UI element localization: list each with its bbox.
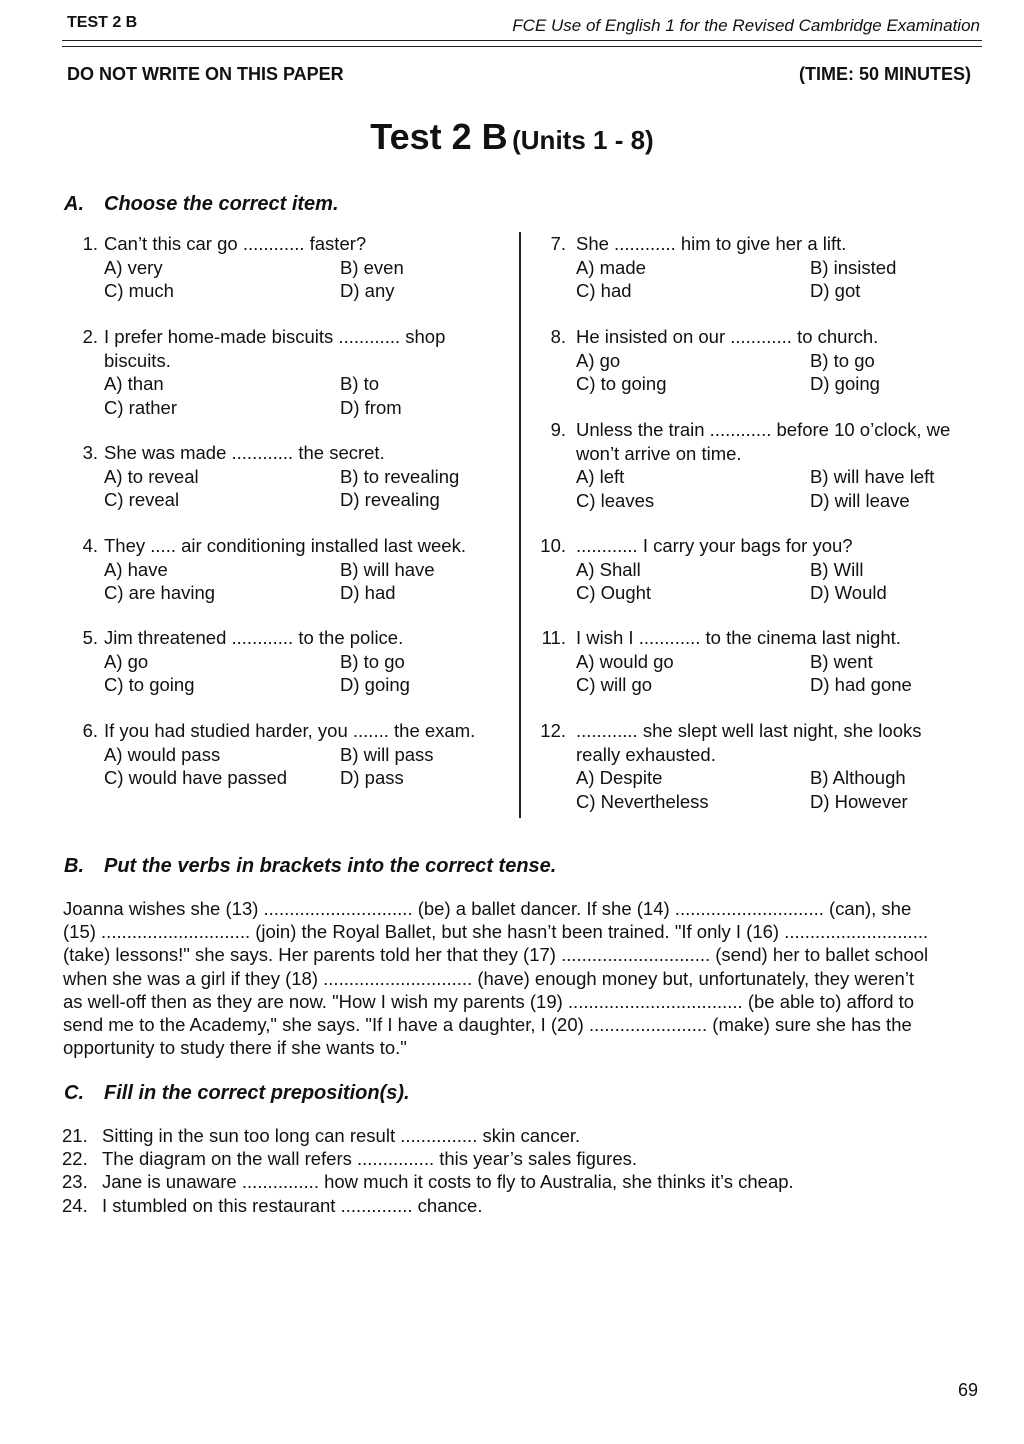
question-stem-continued: biscuits.: [104, 349, 171, 371]
paragraph-line: (take) lessons!" she says. Her parents told her that they (17) ............................. (send) her to ballet school: [63, 944, 929, 966]
option-a: A) would go: [576, 650, 674, 672]
question-number: 2.: [82, 326, 98, 347]
section-a-letter: A.: [64, 193, 84, 215]
option-b: B) will have: [340, 558, 435, 580]
option-b: B) went: [810, 650, 873, 672]
section-c-heading: [64, 1082, 410, 1105]
section-c-title: Fill in the correct preposition(s).: [104, 1082, 410, 1104]
section-a-title: Choose the correct item.: [104, 193, 339, 215]
option-c: C) had: [576, 280, 632, 301]
list-item: [0, 1147, 1000, 1171]
question-stem: He insisted on our ............ to church.: [576, 326, 879, 347]
question-stem: If you had studied harder, you ....... the exam.: [104, 720, 476, 741]
option-b: B) will have left: [810, 466, 935, 487]
question-stem-continued: won’t arrive on time.: [576, 442, 742, 464]
option-c: C) would have passed: [104, 767, 288, 788]
question-stem: She was made ............ the secret.: [104, 442, 385, 463]
list-item: [0, 1124, 1000, 1148]
item-text: The diagram on the wall refers ............... this year’s sales figures.: [102, 1148, 638, 1169]
paragraph-line: opportunity to study there if she wants to.": [63, 1037, 407, 1059]
question-stem: ............ I carry your bags for you?: [576, 535, 853, 556]
option-d: D) revealing: [340, 489, 440, 510]
option-b: B) will pass: [340, 743, 434, 765]
option-a: A) Shall: [576, 558, 641, 580]
option-d: D) However: [810, 790, 908, 812]
question-stem: Can’t this car go ............ faster?: [104, 233, 367, 254]
item-number: 22.: [62, 1148, 88, 1169]
option-b: B) to: [340, 373, 380, 394]
item-number: 24.: [62, 1195, 88, 1216]
item-text: I stumbled on this restaurant .............. chance.: [102, 1195, 483, 1216]
section-b-heading: [64, 855, 556, 878]
option-a: A) would pass: [104, 743, 221, 765]
option-d: D) had gone: [810, 674, 912, 695]
question-number: 5.: [82, 627, 98, 648]
list-item: [0, 1194, 1000, 1218]
option-d: D) Would: [810, 582, 887, 603]
option-d: D) going: [810, 373, 880, 394]
option-a: A) Despite: [576, 767, 663, 788]
option-d: D) had: [340, 582, 396, 603]
option-a: A) have: [104, 558, 168, 580]
section-b-title: Put the verbs in brackets into the correct tense.: [104, 855, 557, 877]
option-d: D) going: [340, 674, 410, 695]
option-d: D) any: [340, 280, 395, 301]
header-book-title: FCE Use of English 1 for the Revised Cambridge Examination: [512, 16, 980, 35]
header-rule: [62, 40, 982, 41]
option-a: A) go: [576, 349, 621, 371]
item-text: Sitting in the sun too long can result ............... skin cancer.: [102, 1125, 581, 1146]
paragraph-line: as well-off then as they are now. "How I wish my parents (19) .................................. (be able to) afford to: [63, 990, 915, 1012]
section-b-paragraph: [63, 897, 978, 1059]
option-a: A) go: [104, 650, 149, 672]
question-stem: Unless the train ............ before 10 o’clock, we: [576, 419, 951, 440]
option-c: C) rather: [104, 396, 177, 418]
option-a: A) very: [104, 256, 163, 278]
paragraph-line: send me to the Academy," she says. "If I have a daughter, I (20) ....................... (make) sure she has the: [63, 1013, 912, 1035]
question-number: 8.: [550, 326, 566, 347]
option-b: B) to revealing: [340, 465, 460, 487]
question-stem: Jim threatened ............ to the police.: [104, 627, 404, 648]
section-b-letter: B.: [64, 855, 84, 877]
item-number: 21.: [62, 1125, 88, 1146]
option-b: B) even: [340, 256, 404, 278]
option-b: B) insisted: [810, 256, 897, 278]
option-a: A) to reveal: [104, 465, 199, 487]
question-stem-continued: really exhausted.: [576, 743, 716, 765]
option-d: D) pass: [340, 767, 404, 788]
item-text: Jane is unaware ............... how much it costs to fly to Australia, she thinks it’s cheap.: [102, 1171, 794, 1192]
notice-do-not-write: DO NOT WRITE ON THIS PAPER: [67, 64, 344, 84]
option-d: D) got: [810, 280, 861, 301]
list-item: [0, 1170, 1000, 1194]
option-b: B) to go: [340, 650, 405, 672]
column-divider: [519, 232, 521, 818]
time-limit: (TIME: 50 MINUTES): [798, 64, 971, 84]
question-number: 7.: [550, 233, 566, 254]
option-c: C) leaves: [576, 489, 655, 511]
question-number: 4.: [82, 535, 98, 556]
option-b: B) Although: [810, 767, 906, 788]
option-c: C) to going: [576, 373, 667, 394]
question-number: 3.: [82, 442, 98, 463]
paragraph-line: (15) ............................. (join) the Royal Ballet, but she hasn’t been trained. "If only I (16) ............................: [63, 921, 929, 943]
page-title: [0, 116, 1024, 158]
item-number: 23.: [62, 1171, 88, 1192]
question-number: 12.: [540, 720, 566, 741]
question-stem: She ............ him to give her a lift.: [576, 233, 847, 254]
option-c: C) are having: [104, 582, 216, 603]
question-number: 11.: [541, 627, 566, 648]
option-b: B) Will: [810, 558, 864, 580]
header-test-label: TEST 2 B: [67, 14, 138, 31]
page-number: 69: [957, 1380, 978, 1400]
option-c: C) to going: [104, 674, 195, 695]
option-a: A) than: [104, 373, 164, 394]
option-c: C) Ought: [576, 582, 652, 603]
question-number: 9.: [550, 419, 566, 440]
question-number: 6.: [82, 720, 98, 741]
question-stem: They ..... air conditioning installed last week.: [104, 535, 466, 556]
question-stem: I wish I ............ to the cinema last night.: [576, 627, 901, 648]
question-number: 1.: [82, 233, 98, 254]
option-c: C) reveal: [104, 489, 180, 510]
paragraph-line: when she was a girl if they (18) ............................. (have) enough money but, unfortunately, they weren’t: [63, 967, 915, 989]
option-c: C) will go: [576, 674, 653, 695]
option-c: C) much: [104, 280, 174, 301]
question-stem: I prefer home-made biscuits ............ shop: [104, 326, 446, 347]
section-a-heading: [64, 193, 339, 216]
question-number: 10.: [540, 535, 566, 556]
option-a: A) made: [576, 256, 646, 278]
header-rule-secondary: [62, 46, 982, 47]
option-d: D) will leave: [810, 489, 910, 511]
paragraph-line: Joanna wishes she (13) ............................. (be) a ballet dancer. If she (14) ............................. (can), she: [63, 898, 912, 919]
option-a: A) left: [576, 466, 625, 487]
title-sub: (Units 1 - 8): [512, 125, 654, 155]
question-stem: ............ she slept well last night, she looks: [576, 720, 922, 741]
option-d: D) from: [340, 396, 402, 418]
title-main: Test 2 B: [370, 116, 508, 157]
section-c-letter: C.: [64, 1082, 84, 1104]
option-b: B) to go: [810, 349, 875, 371]
option-c: C) Nevertheless: [576, 790, 709, 812]
